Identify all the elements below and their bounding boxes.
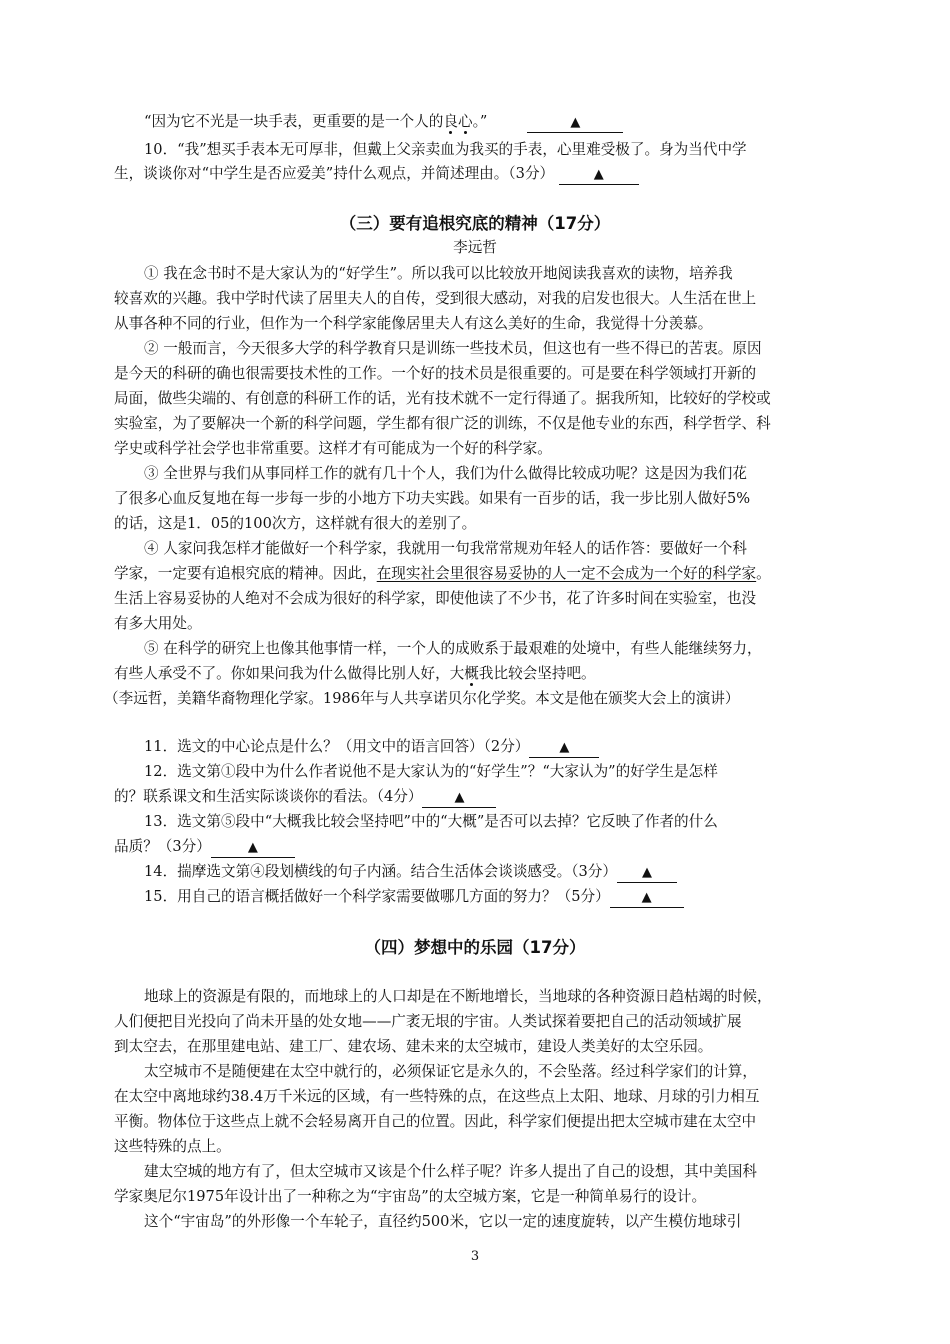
author-note: （李远哲，美籍华裔物理化学家。1986年与人共享诺贝尔化学奖。本文是他在颁奖大会上的演讲） — [104, 690, 740, 707]
paragraph-line: ④ 人家问我怎样才能做好一个科学家，我就用一句我常常规劝年轻人的话作答：要做好一个科 — [144, 540, 747, 557]
section3-author: 李远哲 — [453, 239, 497, 256]
paragraph-line: 实验室，为了要解决一个新的科学问题，学生都有很广泛的训练，不仅是他专业的东西，科学哲学、科 — [114, 415, 771, 432]
question-14: 14．揣摩选文第④段划横线的句子内涵。结合生活体会谈谈感受。（3分） ▲ — [144, 860, 844, 884]
answer-blank[interactable] — [617, 863, 677, 883]
page-number: 3 — [470, 1249, 480, 1264]
section4-title: （四）梦想中的乐园（17分） — [364, 938, 586, 957]
paragraph-line: ⑤ 在科学的研究上也像其他事情一样，一个人的成败系于最艰难的处境中，有些人能继续努力， — [144, 640, 762, 657]
paragraph-line: 人们便把目光投向了尚未开垦的处女地——广袤无垠的宇宙。人类试探着要把自己的活动领域扩展 — [114, 1013, 742, 1030]
underlined-sentence: 在现实社会里很容易妥协的人一定不会成为一个好的科学家 — [376, 565, 757, 582]
paragraph-line: 这个“宇宙岛”的外形像一个车轮子，直径约500米，它以一定的速度旋转，以产生模仿地球引 — [144, 1213, 742, 1230]
quote-line: “因为它不光是一块手表，更重要的是一个人的良心。” ▲ — [144, 110, 844, 134]
paragraph-line: 平衡。物体位于这些点上就不会轻易离开自己的位置。因此，科学家们便提出把太空城市建在太空中 — [114, 1113, 757, 1130]
paragraph-line: 太空城市不是随便建在太空中就行的，必须保证它是永久的，不会坠落。经过科学家们的计算， — [144, 1063, 757, 1080]
paragraph-line: 到太空去，在那里建电站、建工厂、建农场、建未来的太空城市，建设人类美好的太空乐园。 — [114, 1038, 713, 1055]
triangle-icon: ▲ — [559, 740, 570, 755]
answer-blank[interactable] — [610, 888, 684, 908]
triangle-icon: ▲ — [641, 890, 652, 905]
dotted-char: 良 — [443, 113, 458, 130]
dotted-char: 概 — [464, 665, 479, 682]
answer-blank[interactable] — [529, 738, 599, 758]
answer-blank[interactable] — [211, 838, 295, 858]
answer-blank[interactable] — [527, 113, 623, 133]
paragraph-line: ② 一般而言，今天很多大学的科学教育只是训练一些技术员，但这也有一些不得已的苦衷。原因 — [144, 340, 762, 357]
paragraph-line: 的话，这是1．05的100次方，这样就有很大的差别了。 — [114, 515, 477, 532]
paragraph-line: 从事各种不同的行业，但作为一个科学家能像居里夫人有这么美好的生命，我觉得十分羡慕。 — [114, 315, 713, 332]
question-11: 11．选文的中心论点是什么？（用文中的语言回答）（2分） ▲ — [144, 735, 844, 759]
paragraph-line: 了很多心血反复地在每一步每一步的小地方下功夫实践。如果有一百步的话，我一步比别人做好5% — [114, 490, 751, 507]
answer-blank[interactable] — [422, 788, 496, 808]
paragraph-line: 有些人承受不了。你如果问我为什么做得比别人好，大概我比较会坚持吧。 — [114, 665, 596, 682]
triangle-icon: ▲ — [570, 115, 581, 130]
paragraph-line: 生活上容易妥协的人绝对不会成为很好的科学家，即使他读了不少书，花了许多时间在实验室，也没 — [114, 590, 757, 607]
triangle-icon: ▲ — [247, 840, 258, 855]
triangle-icon: ▲ — [641, 865, 652, 880]
paragraph-line: 地球上的资源是有限的，而地球上的人口却是在不断地增长，当地球的各种资源日趋枯竭的时候， — [144, 988, 772, 1005]
question-12: 12．选文第①段中为什么作者说他不是大家认为的“好学生”？“大家认为”的好学生是怎样 — [144, 763, 718, 780]
paragraph-line: 建太空城的地方有了，但太空城市又该是个什么样子呢？许多人提出了自己的设想，其中美国科 — [144, 1163, 757, 1180]
paragraph-line: 较喜欢的兴趣。我中学时代读了居里夫人的自传，受到很大感动，对我的启发也很大。人生活在世上 — [114, 290, 757, 307]
section3-title: （三）要有追根究底的精神（17分） — [339, 214, 611, 233]
question-13: 13．选文第⑤段中“大概我比较会坚持吧”中的“大概”是否可以去掉？它反映了作者的什么 — [144, 813, 718, 830]
triangle-icon: ▲ — [454, 790, 465, 805]
triangle-icon: ▲ — [593, 167, 604, 182]
question-10-cont: 生，谈谈你对“中学生是否应爱美”持什么观点，并简述理由。（3分） ▲ — [114, 162, 844, 186]
paragraph-line: ① 我在念书时不是大家认为的“好学生”。所以我可以比较放开地阅读我喜欢的读物，培养我 — [144, 265, 733, 282]
paragraph-line: 学史或科学社会学也非常重要。这样才有可能成为一个好的科学家。 — [114, 440, 552, 457]
paragraph-line: 局面，做些尖端的、有创意的科研工作的话，光有技术就不一定行得通了。据我所知，比较好的学校或 — [114, 390, 771, 407]
question-13-cont: 品质？（3分） ▲ — [114, 835, 844, 859]
paragraph-line: 在太空中离地球约38.4万千米远的区域，有一些特殊的点，在这些点上太阳、地球、月球的引力相互 — [114, 1088, 760, 1105]
question-15: 15．用自己的语言概括做好一个科学家需要做哪几方面的努力？（5分） ▲ — [144, 885, 844, 909]
paragraph-line: ③ 全世界与我们从事同样工作的就有几十个人，我们为什么做得比较成功呢？这是因为我们花 — [144, 465, 747, 482]
question-12-cont: 的？联系课文和生活实际谈谈你的看法。（4分） ▲ — [114, 785, 844, 809]
paragraph-line: 有多大用处。 — [114, 615, 202, 632]
dotted-char: 心 — [457, 113, 473, 130]
answer-blank[interactable] — [559, 165, 639, 185]
paragraph-line: 学家，一定要有追根究底的精神。因此，在现实社会里很容易妥协的人一定不会成为一个好的科学家。 — [114, 565, 771, 582]
paragraph-line: 这些特殊的点上。 — [114, 1138, 231, 1155]
question-10: 10．“我”想买手表本无可厚非，但戴上父亲卖血为我买的手表，心里难受极了。身为当代中学 — [144, 141, 747, 158]
paragraph-line: 是今天的科研的确也很需要技术性的工作。一个好的技术员是很重要的。可是要在科学领域打开新的 — [114, 365, 757, 382]
paragraph-line: 学家奥尼尔1975年设计出了一种称之为“宇宙岛”的太空城方案，它是一种简单易行的设计。 — [114, 1188, 707, 1205]
